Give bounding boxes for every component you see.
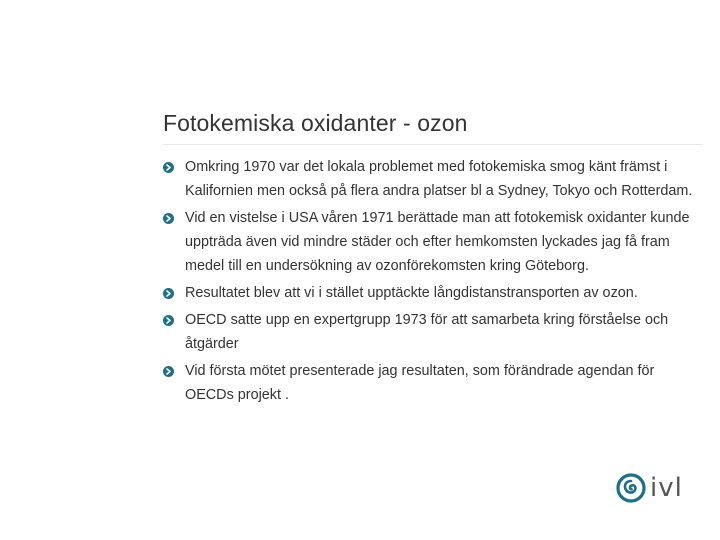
bullet-item (163, 206, 698, 278)
arrow-bullet-icon (163, 288, 174, 299)
bullet-text: Resultatet blev att vi i stället upptäckte långdistanstransporten av ozon. (185, 285, 638, 301)
bullet-item (163, 308, 698, 356)
bullet-item (163, 281, 698, 305)
arrow-bullet-icon (163, 366, 174, 377)
ivl-logo (615, 470, 690, 506)
slide-title: Fotokemiska oxidanter - ozon (163, 110, 468, 136)
bullet-text: Omkring 1970 var det lokala problemet med fotokemiska smog känt främst i Kalifornien men också på flera andra platser bl a Sydney, Tokyo och Rotterdam. (185, 159, 693, 199)
bullet-item (163, 155, 698, 203)
bullet-text: OECD satte upp en expertgrupp 1973 för att samarbeta kring förståelse och åtgärder (185, 312, 669, 352)
logo-text: ivl (650, 473, 683, 503)
arrow-bullet-icon (163, 213, 174, 224)
bullet-item (163, 359, 698, 407)
arrow-bullet-icon (163, 162, 174, 173)
title-divider (163, 144, 703, 145)
ivl-swirl-logo-icon (615, 472, 647, 504)
bullet-text: Vid en vistelse i USA våren 1971 berättade man att fotokemisk oxidanter kunde uppträda även vid mindre städer och efter hemkomsten lyckades jag få fram medel till en undersökning av ozonförekomsten kring Göteborg. (185, 210, 690, 274)
bullet-list (163, 155, 698, 410)
bullet-text: Vid första mötet presenterade jag resultaten, som förändrade agendan för OECDs projekt . (185, 363, 655, 403)
arrow-bullet-icon (163, 315, 174, 326)
